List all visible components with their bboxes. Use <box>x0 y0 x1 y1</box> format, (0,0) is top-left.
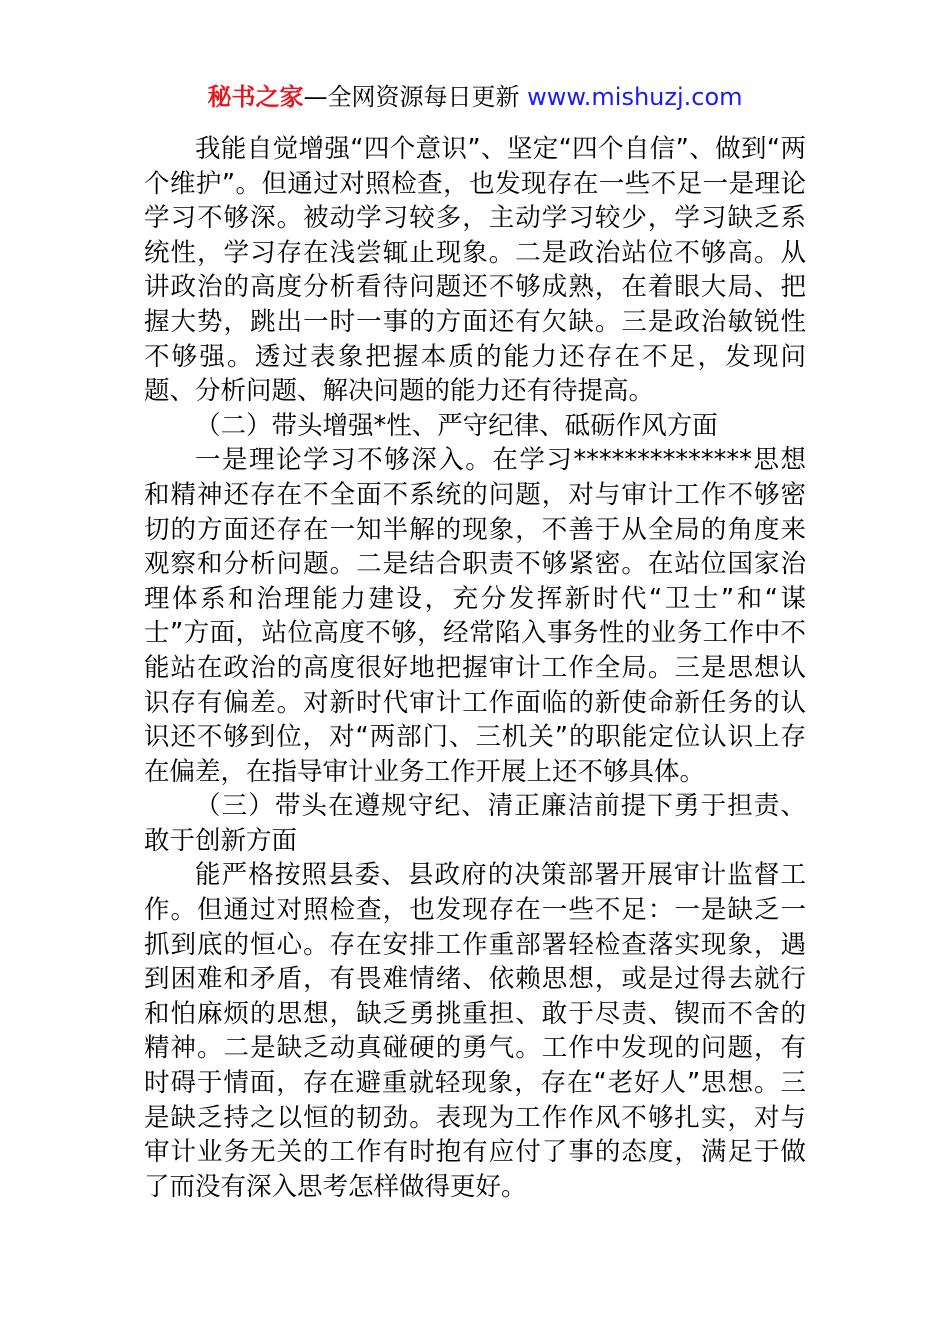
page-header <box>0 80 950 114</box>
paragraph-intro: 我能自觉增强“四个意识”、坚定“四个自信”、做到“两个维护”。但通过对照检查，也发现存在一些不足一是理论学习不够深。被动学习较多，主动学习较少，学习缺乏系统性，学习存在浅尝辄止现象。二是政治站位不够高。从讲政治的高度分析看待问题还不够成熟，在着眼大局、把握大势，跳出一时一事的方面还有欠缺。三是政治敏锐性不够强。透过表象把握本质的能力还存在不足，发现问题、分析问题、解决问题的能力还有待提高。 <box>144 134 806 407</box>
section-heading-3: （三）带头在遵规守纪、清正廉洁前提下勇于担责、敢于创新方面 <box>144 791 806 856</box>
site-url-link[interactable]: www.mishuzj.com <box>527 83 743 111</box>
paragraph-section-2: 一是理论学习不够深入。在学习**************思想和精神还存在不全面不系统的问题，对与审计工作不够密切的方面还存在一知半解的现象，不善于从全局的角度来观察和分析问题。二是结合职责不够紧密。在站位国家治理体系和治理能力建设，充分发挥新时代“卫士”和“谋士”方面，站位高度不够，经常陷入事务性的业务工作中不能站在政治的高度很好地把握审计工作全局。三是思想认识存有偏差。对新时代审计工作面临的新使命新任务的认识还不够到位，对“两部门、三机关”的职能定位认识上存在偏差，在指导审计业务工作开展上还不够具体。 <box>144 445 806 787</box>
paragraph-section-3: 能严格按照县委、县政府的决策部署开展审计监督工作。但通过对照检查，也发现存在一些不足：一是缺乏一抓到底的恒心。存在安排工作重部署轻检查落实现象，遇到困难和矛盾，有畏难情绪、依赖思想，或是过得去就行和怕麻烦的思想，缺乏勇挑重担、敢于尽责、锲而不舍的精神。二是缺乏动真碰硬的勇气。工作中发现的问题，有时碍于情面，存在避重就轻现象，存在“老好人”思想。三是缺乏持之以恒的韧劲。表现为工作作风不够扎实，对与审计业务无关的工作有时抱有应付了事的态度，满足于做了而没有深入思考怎样做得更好。 <box>144 860 806 1202</box>
document-body <box>144 132 806 1204</box>
brand-name: 秘书之家 <box>207 83 304 111</box>
header-tagline: —全网资源每日更新 <box>303 83 528 111</box>
section-heading-2: （二）带头增强*性、严守纪律、砥砺作风方面 <box>195 410 718 441</box>
